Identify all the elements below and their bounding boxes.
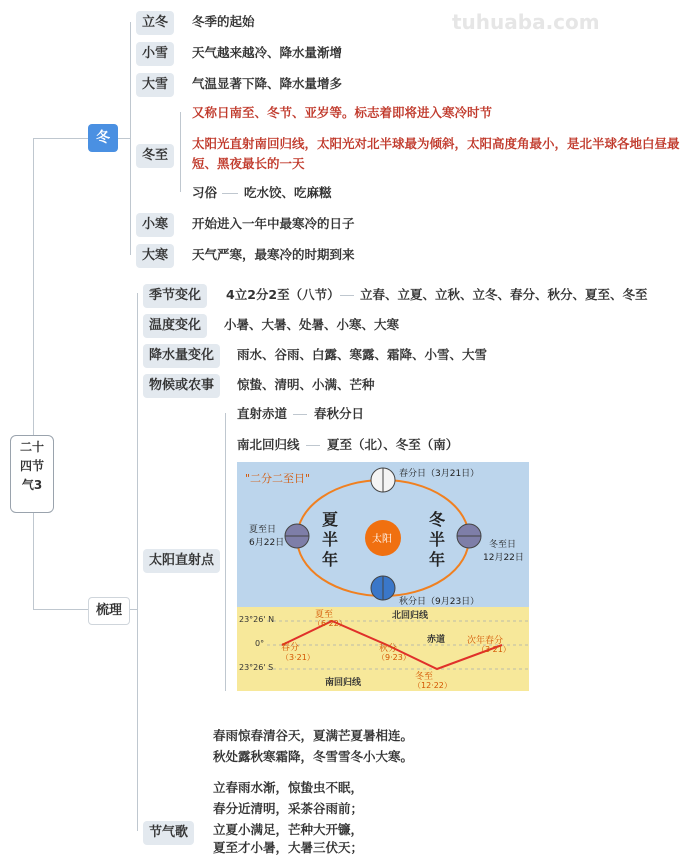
summary-connector bbox=[33, 609, 88, 610]
precipitation-value: 雨水、谷雨、白露、寒露、霜降、小雪、大雪 bbox=[237, 347, 488, 362]
winter-half-2: 半 bbox=[429, 530, 446, 549]
pt-summer: 夏至 bbox=[315, 610, 334, 620]
orbit-figure bbox=[237, 462, 529, 607]
tropic-n-label: 北回归线 bbox=[392, 611, 429, 621]
curve-figure bbox=[237, 607, 529, 691]
song-line-5: 立夏小满足，芒种大开镰， bbox=[213, 822, 364, 837]
sun-text: 太阳 bbox=[372, 534, 392, 545]
custom-dash bbox=[222, 193, 238, 194]
term-dongzhi[interactable]: 冬至 bbox=[136, 144, 174, 168]
autumn-day: 秋分日（9月23日） bbox=[399, 597, 480, 607]
winter-half-1: 冬 bbox=[429, 510, 446, 529]
summary-branch bbox=[137, 293, 138, 831]
desc-xiaohan: 开始进入一年中最寒冷的日子 bbox=[192, 216, 355, 231]
root-node[interactable] bbox=[10, 435, 54, 513]
desc-dahan: 天气严寒，最寒冷的时期到来 bbox=[192, 247, 355, 262]
desc-xiaoxue: 天气越来越冷、降水量渐增 bbox=[192, 45, 343, 60]
summer-half-2: 半 bbox=[322, 530, 339, 549]
temperature-node[interactable]: 温度变化 bbox=[143, 314, 207, 338]
song-line-6: 夏至才小暑，大暑三伏天； bbox=[213, 840, 364, 855]
song-line-3: 立春雨水渐，惊蛰虫不眠， bbox=[213, 780, 364, 795]
lat-n: 23°26' N bbox=[239, 615, 275, 624]
summer-half-1: 夏 bbox=[322, 510, 339, 529]
custom-label: 习俗 bbox=[192, 185, 218, 200]
term-xiaoxue[interactable]: 小雪 bbox=[136, 42, 174, 66]
pt-autumn: 秋分 bbox=[379, 644, 398, 654]
lat-s: 23°26' S bbox=[239, 663, 274, 672]
pt-spring-date: （3·21） bbox=[281, 653, 315, 662]
pt-spring: 春分 bbox=[281, 643, 300, 653]
song-line-4: 春分近清明，采茶谷雨前； bbox=[213, 801, 364, 816]
precipitation-node[interactable]: 降水量变化 bbox=[143, 344, 220, 368]
song-line-1: 春雨惊春清谷天，夏满芒夏暑相连。 bbox=[213, 728, 414, 743]
spring-day: 春分日（3月21日） bbox=[399, 469, 480, 479]
sun-branch bbox=[225, 413, 226, 691]
season-change-group: 4立2分2至（八节） bbox=[226, 287, 340, 302]
equator-value: 春秋分日 bbox=[314, 406, 365, 421]
season-change-value: 立春、立夏、立秋、立冬、春分、秋分、夏至、冬至 bbox=[360, 287, 648, 302]
season-dash bbox=[340, 295, 354, 296]
watermark-text: tuhuaba.com bbox=[452, 10, 600, 34]
desc-dongzhi-1: 又称日南至、冬节、亚岁等。标志着即将进入寒冷时节 bbox=[192, 105, 493, 120]
winter-node[interactable]: 冬 bbox=[88, 124, 118, 152]
custom-value: 吃水饺、吃麻糍 bbox=[244, 185, 332, 200]
summer-half-3: 年 bbox=[322, 550, 339, 569]
phenology-value: 惊蛰、清明、小满、芒种 bbox=[237, 377, 375, 392]
summer-day-2: 6月22日 bbox=[249, 538, 285, 548]
root-connector bbox=[33, 138, 34, 610]
winter-half-3: 年 bbox=[429, 550, 446, 569]
summer-day-1: 夏至日 bbox=[249, 525, 277, 535]
winter-stub bbox=[118, 138, 130, 139]
equator-curve-label: 赤道 bbox=[427, 635, 446, 645]
equator-dash bbox=[293, 414, 307, 415]
desc-lidong: 冬季的起始 bbox=[192, 14, 255, 29]
winter-branch bbox=[130, 22, 131, 255]
figure-title: "二分二至日" bbox=[245, 472, 311, 485]
summary-node[interactable]: 梳理 bbox=[88, 597, 130, 625]
desc-dongzhi-2b: 短、黑夜最长的一天 bbox=[192, 156, 305, 171]
winter-day-1: 冬至日 bbox=[489, 540, 517, 550]
term-daxue[interactable]: 大雪 bbox=[136, 73, 174, 97]
root-line1: 二十 bbox=[19, 440, 44, 454]
root-line3: 气3 bbox=[21, 478, 43, 492]
tropic-label: 南北回归线 bbox=[237, 437, 300, 452]
dongzhi-branch bbox=[180, 112, 181, 192]
pt-summer-date: （6·22） bbox=[313, 619, 347, 628]
pt-next-spring-date: （3·21） bbox=[477, 645, 511, 654]
pt-winter-date: （12·22） bbox=[413, 681, 452, 690]
pt-winter: 冬至 bbox=[415, 672, 434, 682]
temperature-value: 小暑、大暑、处暑、小寒、大寒 bbox=[224, 317, 400, 332]
tropic-dash bbox=[306, 445, 320, 446]
root-line2: 四节 bbox=[19, 459, 44, 473]
desc-daxue: 气温显著下降、降水量增多 bbox=[192, 76, 343, 91]
equator-label: 直射赤道 bbox=[237, 406, 288, 421]
lat-0: 0° bbox=[255, 639, 265, 648]
pt-next-spring: 次年春分 bbox=[467, 636, 504, 646]
sun-point-node[interactable]: 太阳直射点 bbox=[143, 549, 220, 573]
season-change-node[interactable]: 季节变化 bbox=[143, 284, 207, 308]
term-xiaohan[interactable]: 小寒 bbox=[136, 213, 174, 237]
pt-autumn-date: （9·23） bbox=[377, 653, 411, 662]
term-dahan[interactable]: 大寒 bbox=[136, 244, 174, 268]
phenology-node[interactable]: 物候或农事 bbox=[143, 374, 220, 398]
desc-dongzhi-2a: 太阳光直射南回归线，太阳光对北半球最为倾斜，太阳高度角最小，是北半球各地白昼最 bbox=[192, 136, 680, 151]
winter-day-2: 12月22日 bbox=[483, 553, 524, 563]
winter-connector bbox=[33, 138, 88, 139]
song-line-2: 秋处露秋寒霜降，冬雪雪冬小大寒。 bbox=[213, 749, 414, 764]
song-node[interactable]: 节气歌 bbox=[143, 821, 194, 845]
term-lidong[interactable]: 立冬 bbox=[136, 11, 174, 35]
tropic-value: 夏至（北）、冬至（南） bbox=[327, 437, 459, 452]
tropic-s-label: 南回归线 bbox=[325, 678, 362, 688]
